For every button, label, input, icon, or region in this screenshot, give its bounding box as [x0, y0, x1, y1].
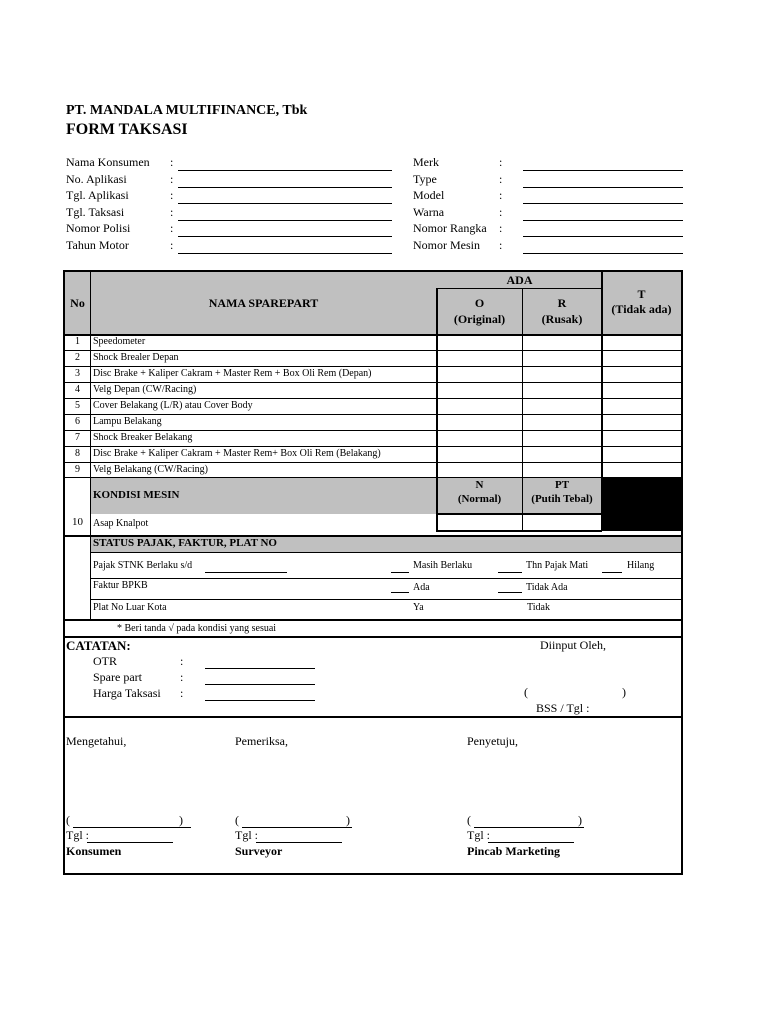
bss-tgl-label: BSS / Tgl :	[536, 701, 590, 715]
colon: :	[499, 238, 503, 252]
colon: :	[499, 205, 503, 219]
row-no: 6	[75, 416, 80, 427]
row-name: Velg Belakang (CW/Racing)	[93, 464, 208, 475]
field-label-nomor-polisi: Nomor Polisi	[66, 221, 131, 235]
pajak-date-field[interactable]	[205, 572, 287, 573]
col-pt-header: PT	[554, 479, 570, 491]
tgl-label: Tgl :	[235, 828, 258, 842]
col-o-header: O	[474, 296, 485, 310]
thn-pajak-mati-checkbox[interactable]	[498, 572, 522, 573]
tidak-ada-checkbox[interactable]	[498, 592, 522, 593]
field-label-tgl-taksasi: Tgl. Taksasi	[66, 205, 125, 219]
colon: :	[180, 686, 184, 700]
row-name: Asap Knalpot	[93, 518, 149, 529]
colon: :	[180, 670, 184, 684]
warna-field[interactable]	[523, 220, 683, 221]
colon: :	[180, 654, 184, 668]
field-label-nomor-mesin: Nomor Mesin	[413, 238, 480, 252]
tgl-aplikasi-field[interactable]	[178, 203, 392, 204]
tgl-taksasi-field[interactable]	[178, 220, 392, 221]
colon: :	[170, 205, 174, 219]
spare-part-label: Spare part	[93, 670, 142, 684]
form-title: FORM TAKSASI	[66, 121, 188, 138]
field-label-model: Model	[413, 188, 445, 202]
paren-close: )	[578, 813, 582, 827]
colon: :	[170, 221, 174, 235]
paren-close: )	[179, 813, 183, 827]
divider	[65, 619, 681, 621]
row-no: 8	[75, 448, 80, 459]
hilang-checkbox[interactable]	[602, 572, 622, 573]
tidak-ada-label: Tidak Ada	[526, 582, 568, 593]
catatan-title: CATATAN:	[66, 638, 131, 653]
divider	[90, 552, 681, 553]
divider	[65, 414, 681, 415]
col-ada-header: ADA	[506, 273, 533, 287]
diinput-oleh-label: Diinput Oleh,	[540, 638, 606, 652]
divider	[436, 530, 602, 532]
note-text: * Beri tanda √ pada kondisi yang sesuai	[117, 623, 277, 634]
merk-field[interactable]	[523, 170, 683, 171]
divider	[65, 430, 681, 431]
col-pt-sub: (Putih Tebal)	[531, 493, 593, 505]
row-name: Velg Depan (CW/Racing)	[93, 384, 197, 395]
signature-line[interactable]	[73, 827, 191, 828]
hilang-label: Hilang	[627, 560, 655, 571]
divider	[90, 599, 681, 600]
divider	[65, 446, 681, 447]
nomor-rangka-field[interactable]	[523, 236, 683, 237]
company-name: PT. MANDALA MULTIFINANCE, Tbk	[66, 103, 308, 118]
divider	[90, 578, 681, 579]
row-no: 5	[75, 400, 80, 411]
paren-open: (	[66, 813, 70, 827]
otr-field[interactable]	[205, 668, 315, 669]
blacked-out-cell	[602, 477, 681, 531]
tgl-field[interactable]	[87, 842, 173, 843]
colon: :	[499, 221, 503, 235]
signature-line[interactable]	[474, 827, 584, 828]
field-label-tahun-motor: Tahun Motor	[66, 238, 129, 252]
row-no: 7	[75, 432, 80, 443]
faktur-label: Faktur BPKB	[93, 580, 148, 591]
col-t-header: T	[637, 287, 646, 301]
colon: :	[499, 172, 503, 186]
row-no: 1	[75, 336, 80, 347]
row-no: 9	[75, 464, 80, 475]
signature-heading: Mengetahui,	[66, 734, 127, 748]
row-no: 4	[75, 384, 80, 395]
row-name: Speedometer	[93, 336, 146, 347]
harga-taksasi-field[interactable]	[205, 700, 315, 701]
col-r-sub: (Rusak)	[541, 312, 583, 326]
paren-close: )	[622, 685, 626, 699]
row-name: Disc Brake + Kaliper Cakram + Master Rem + Box Oli Rem (Depan)	[93, 368, 372, 379]
paren-open: (	[235, 813, 239, 827]
divider	[436, 288, 602, 289]
divider	[65, 334, 681, 336]
nama-konsumen-field[interactable]	[178, 170, 392, 171]
divider	[65, 716, 681, 718]
signature-heading: Pemeriksa,	[235, 734, 288, 748]
divider	[65, 366, 681, 367]
signature-role: Surveyor	[235, 844, 283, 858]
type-field[interactable]	[523, 187, 683, 188]
paren-open: (	[524, 685, 528, 699]
row-name: Shock Brealer Depan	[93, 352, 179, 363]
field-label-tgl-aplikasi: Tgl. Aplikasi	[66, 188, 129, 202]
col-r-header: R	[557, 296, 567, 310]
field-label-nomor-rangka: Nomor Rangka	[413, 221, 487, 235]
tgl-field[interactable]	[488, 842, 574, 843]
no-aplikasi-field[interactable]	[178, 187, 392, 188]
divider	[436, 513, 602, 515]
col-name-header: NAMA SPAREPART	[208, 296, 319, 310]
colon: :	[499, 155, 503, 169]
masih-berlaku-checkbox[interactable]	[391, 572, 409, 573]
colon: :	[499, 188, 503, 202]
field-label-no-aplikasi: No. Aplikasi	[66, 172, 127, 186]
tahun-motor-field[interactable]	[178, 253, 392, 254]
field-label-nama-konsumen: Nama Konsumen	[66, 155, 150, 169]
ya-label: Ya	[413, 602, 424, 613]
divider	[65, 477, 681, 478]
tgl-label: Tgl :	[66, 828, 89, 842]
colon: :	[170, 155, 174, 169]
kondisi-mesin-label: KONDISI MESIN	[93, 489, 180, 501]
plat-label: Plat No Luar Kota	[93, 602, 167, 613]
pajak-label: Pajak STNK Berlaku s/d	[93, 560, 193, 571]
signature-line[interactable]	[242, 827, 352, 828]
signature-role: Konsumen	[66, 844, 122, 858]
masih-berlaku-label: Masih Berlaku	[413, 560, 473, 571]
divider	[65, 398, 681, 399]
row-name: Shock Breaker Belakang	[93, 432, 193, 443]
row-name: Lampu Belakang	[93, 416, 162, 427]
paren-open: (	[467, 813, 471, 827]
thn-pajak-mati-label: Thn Pajak Mati	[526, 560, 589, 571]
colon: :	[170, 238, 174, 252]
status-title: STATUS PAJAK, FAKTUR, PLAT NO	[93, 537, 277, 549]
colon: :	[170, 188, 174, 202]
tgl-field[interactable]	[256, 842, 342, 843]
row-name: Disc Brake + Kaliper Cakram + Master Rem+ Box Oli Rem (Belakang)	[93, 448, 381, 459]
col-n-header: N	[475, 479, 484, 491]
col-o-sub: (Original)	[453, 312, 506, 326]
col-no-header: No	[70, 296, 85, 310]
otr-label: OTR	[93, 654, 117, 668]
ada-checkbox[interactable]	[391, 592, 409, 593]
ada-label: Ada	[413, 582, 430, 593]
divider	[65, 462, 681, 463]
divider	[65, 350, 681, 351]
signature-heading: Penyetuju,	[467, 734, 518, 748]
row-name: Cover Belakang (L/R) atau Cover Body	[93, 400, 253, 411]
row-no: 2	[75, 352, 80, 363]
field-label-merk: Merk	[413, 155, 439, 169]
col-n-sub: (Normal)	[457, 493, 502, 505]
tgl-label: Tgl :	[467, 828, 490, 842]
field-label-type: Type	[413, 172, 437, 186]
model-field[interactable]	[523, 203, 683, 204]
field-label-warna: Warna	[413, 205, 445, 219]
row-no: 3	[75, 368, 80, 379]
nomor-mesin-field[interactable]	[523, 253, 683, 254]
col-t-sub: (Tidak ada)	[611, 302, 672, 316]
paren-close: )	[346, 813, 350, 827]
tidak-label: Tidak	[527, 602, 550, 613]
harga-taksasi-label: Harga Taksasi	[93, 686, 161, 700]
colon: :	[170, 172, 174, 186]
signature-role: Pincab Marketing	[467, 844, 560, 858]
spare-part-field[interactable]	[205, 684, 315, 685]
divider	[65, 382, 681, 383]
nomor-polisi-field[interactable]	[178, 236, 392, 237]
row-no: 10	[72, 516, 83, 528]
taksasi-table	[63, 270, 683, 875]
